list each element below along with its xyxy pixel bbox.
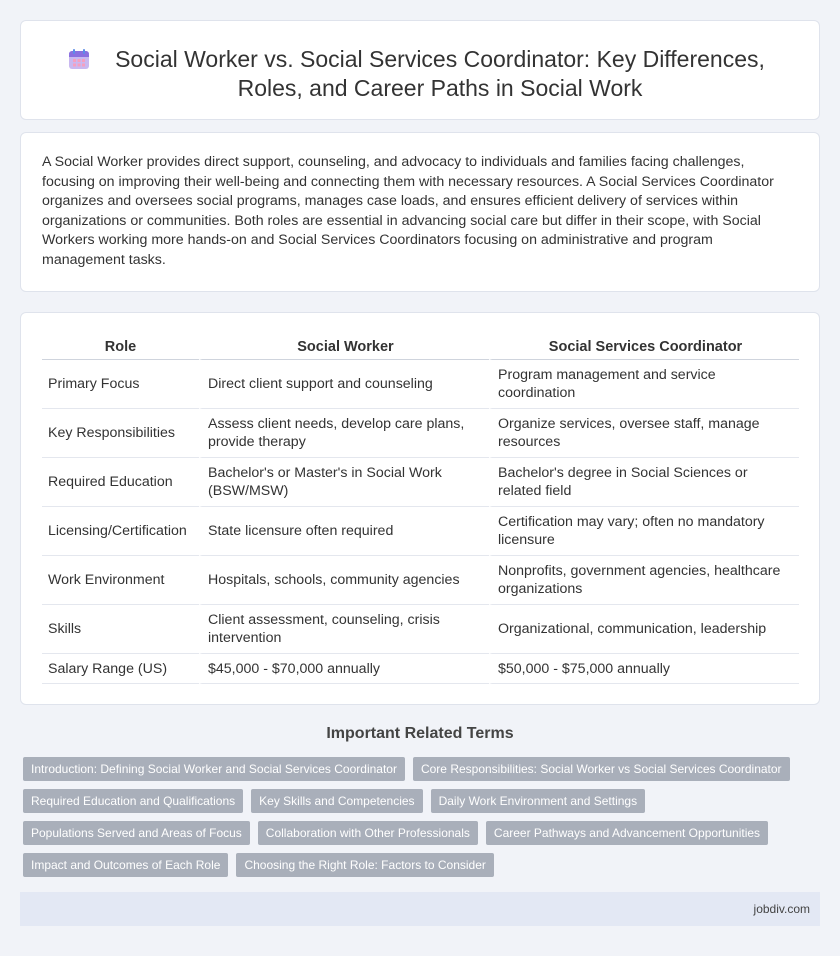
intro-card <box>20 132 820 292</box>
related-term-tag[interactable]: Career Pathways and Advancement Opportunities <box>486 821 768 845</box>
table-row <box>42 605 799 654</box>
related-term-tag[interactable]: Collaboration with Other Professionals <box>258 821 478 845</box>
coordinator-cell: Nonprofits, government agencies, healthcare organizations <box>489 556 799 605</box>
page-title: Social Worker vs. Social Services Coordinator: Key Differences, Roles, and Career Paths in Social Work <box>115 46 765 101</box>
social-worker-cell: Assess client needs, develop care plans, provide therapy <box>199 409 489 458</box>
coordinator-cell: Program management and service coordination <box>489 360 799 409</box>
row-label: Primary Focus <box>42 360 199 409</box>
table-row <box>42 409 799 458</box>
social-worker-cell: $45,000 - $70,000 annually <box>199 654 489 684</box>
table-row <box>42 556 799 605</box>
comparison-card <box>20 312 820 705</box>
social-worker-cell: Client assessment, counseling, crisis intervention <box>199 605 489 654</box>
related-terms-list <box>23 757 823 885</box>
table-row <box>42 360 799 409</box>
intro-paragraph: A Social Worker provides direct support, counseling, and advocacy to individuals and families facing challenges, focusing on improving their well-being and connecting them with necessary resources. A Social Services Coordinator organizes and oversees social programs, manages case loads, and ensures efficient delivery of services within organizations or communities. Both roles are essential in advancing social care but differ in their scope, with Social Workers working more hands-on and Social Services Coordinators focusing on administrative and program management tasks. <box>42 154 774 268</box>
table-row <box>42 458 799 507</box>
footer-site-link[interactable]: jobdiv.com <box>753 902 810 916</box>
coordinator-cell: $50,000 - $75,000 annually <box>489 654 799 684</box>
social-worker-cell: Hospitals, schools, community agencies <box>199 556 489 605</box>
row-label: Licensing/Certification <box>42 507 199 556</box>
column-header-role: Role <box>42 332 199 360</box>
social-worker-cell: Direct client support and counseling <box>199 360 489 409</box>
coordinator-cell: Certification may vary; often no mandatory licensure <box>489 507 799 556</box>
coordinator-cell: Bachelor's degree in Social Sciences or related field <box>489 458 799 507</box>
column-header-coordinator: Social Services Coordinator <box>489 332 799 360</box>
row-label: Key Responsibilities <box>42 409 199 458</box>
row-label: Salary Range (US) <box>42 654 199 684</box>
related-terms-title: Important Related Terms <box>326 725 514 742</box>
related-term-tag[interactable]: Key Skills and Competencies <box>251 789 422 813</box>
related-term-tag[interactable]: Choosing the Right Role: Factors to Consider <box>236 853 493 877</box>
table-header-row <box>42 332 799 360</box>
row-label: Work Environment <box>42 556 199 605</box>
social-worker-cell: Bachelor's or Master's in Social Work (BSW/MSW) <box>199 458 489 507</box>
coordinator-cell: Organizational, communication, leadership <box>489 605 799 654</box>
row-label: Skills <box>42 605 199 654</box>
header-card <box>20 20 820 120</box>
related-term-tag[interactable]: Core Responsibilities: Social Worker vs Social Services Coordinator <box>413 757 790 781</box>
column-header-social-worker: Social Worker <box>199 332 489 360</box>
comparison-table <box>42 332 799 684</box>
coordinator-cell: Organize services, oversee staff, manage resources <box>489 409 799 458</box>
related-term-tag[interactable]: Populations Served and Areas of Focus <box>23 821 250 845</box>
related-term-tag[interactable]: Impact and Outcomes of Each Role <box>23 853 228 877</box>
social-worker-cell: State licensure often required <box>199 507 489 556</box>
row-label: Required Education <box>42 458 199 507</box>
footer-bar <box>20 892 820 926</box>
related-term-tag[interactable]: Daily Work Environment and Settings <box>431 789 646 813</box>
table-row <box>42 654 799 684</box>
table-row <box>42 507 799 556</box>
related-term-tag[interactable]: Required Education and Qualifications <box>23 789 243 813</box>
related-term-tag[interactable]: Introduction: Defining Social Worker and Social Services Coordinator <box>23 757 405 781</box>
